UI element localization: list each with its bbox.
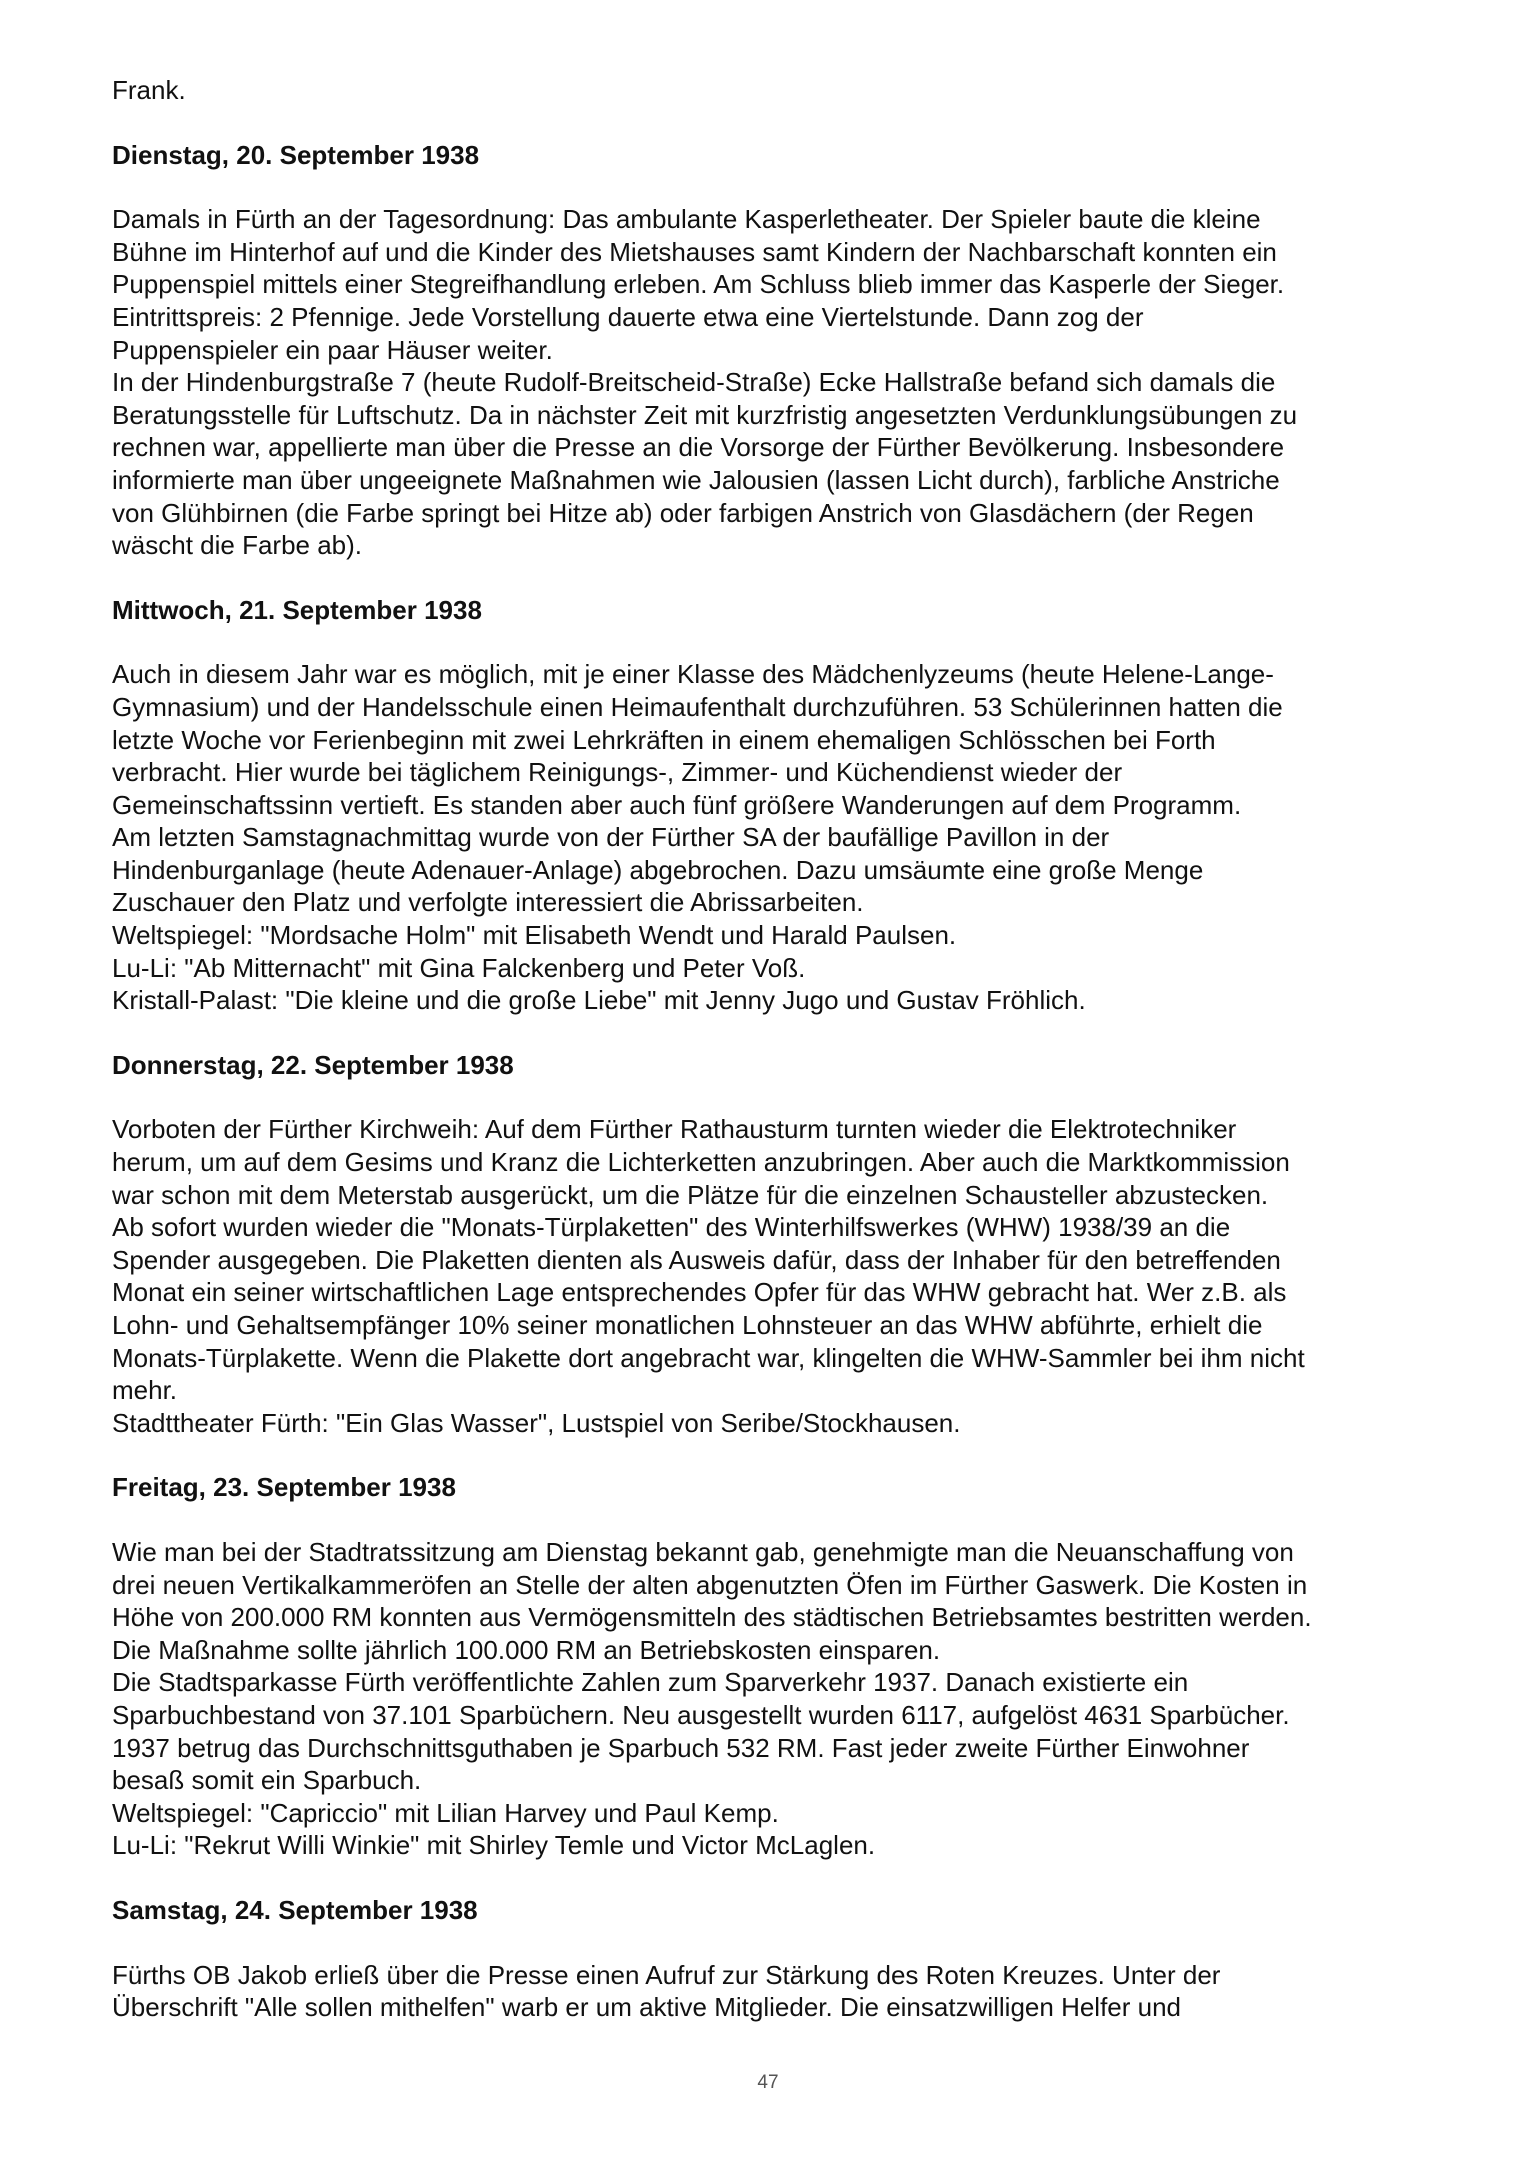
entry-text-line: besaß somit ein Sparbuch. bbox=[112, 1765, 422, 1796]
page-number: 47 bbox=[757, 2072, 779, 2093]
entry-text-line: Weltspiegel: "Mordsache Holm" mit Elisabeth Wendt und Harald Paulsen. bbox=[112, 920, 957, 951]
entry-text-line: In der Hindenburgstraße 7 (heute Rudolf-Breitscheid-Straße) Ecke Hallstraße befand sich damals die bbox=[112, 367, 1276, 398]
diary-entry bbox=[112, 1049, 1442, 1440]
entry-text-line: Puppenspiel mittels einer Stegreifhandlung erleben. Am Schluss blieb immer das Kasperle der Sieger. bbox=[112, 269, 1285, 300]
entry-text-line: Bühne im Hinterhof auf und die Kinder des Mietshauses samt Kindern der Nachbarschaft konnten ein bbox=[112, 236, 1277, 267]
entry-date-heading: Samstag, 24. September 1938 bbox=[112, 1894, 478, 1925]
document-page bbox=[112, 74, 1442, 2024]
entry-date-heading: Donnerstag, 22. September 1938 bbox=[112, 1049, 514, 1080]
entry-text-line: Gemeinschaftssinn vertieft. Es standen aber auch fünf größere Wanderungen auf dem Programm. bbox=[112, 789, 1242, 820]
entry-text-line: Die Stadtsparkasse Fürth veröffentlichte Zahlen zum Sparverkehr 1937. Danach existierte ein bbox=[112, 1667, 1189, 1698]
entry-text-line: verbracht. Hier wurde bei täglichem Reinigungs-, Zimmer- und Küchendienst wieder der bbox=[112, 757, 1123, 788]
entry-text-line: drei neuen Vertikalkammeröfen an Stelle der alten abgenutzten Öfen im Fürther Gaswerk. Die Kosten in bbox=[112, 1569, 1308, 1600]
entry-text-line: Monat ein seiner wirtschaftlichen Lage entsprechendes Opfer für das WHW gebracht hat. Wer z.B. als bbox=[112, 1277, 1287, 1308]
entry-text-line: Sparbuchbestand von 37.101 Sparbüchern. Neu ausgestellt wurden 6117, aufgelöst 4631 Sparbücher. bbox=[112, 1699, 1290, 1730]
entry-text-line: Kristall-Palast: "Die kleine und die große Liebe" mit Jenny Jugo und Gustav Fröhlich. bbox=[112, 985, 1086, 1016]
entry-text-line: Lu-Li: "Rekrut Willi Winkie" mit Shirley Temle und Victor McLaglen. bbox=[112, 1830, 876, 1861]
entry-text-line: Gymnasium) und der Handelsschule einen Heimaufenthalt durchzuführen. 53 Schülerinnen hatten die bbox=[112, 691, 1283, 722]
entry-text-line: Puppenspieler ein paar Häuser weiter. bbox=[112, 334, 553, 365]
entry-text-line: Wie man bei der Stadtratssitzung am Dienstag bekannt gab, genehmigte man die Neuanschaffung von bbox=[112, 1536, 1294, 1567]
entry-text-line: mehr. bbox=[112, 1375, 178, 1406]
entry-text-line: von Glühbirnen (die Farbe springt bei Hitze ab) oder farbigen Anstrich von Glasdächern (der Regen bbox=[112, 497, 1254, 528]
entry-date-heading: Dienstag, 20. September 1938 bbox=[112, 139, 480, 170]
entry-text-line: Zuschauer den Platz und verfolgte interessiert die Abrissarbeiten. bbox=[112, 887, 864, 918]
entry-text-line: herum, um auf dem Gesims und Kranz die Lichterketten anzubringen. Aber auch die Marktkommission bbox=[112, 1147, 1290, 1178]
diary-entry bbox=[112, 1894, 1442, 2024]
entry-text-line: Monats-Türplakette. Wenn die Plakette dort angebracht war, klingelten die WHW-Sammler bei ihm nicht bbox=[112, 1342, 1305, 1373]
entry-text-line: Die Maßnahme sollte jährlich 100.000 RM an Betriebskosten einsparen. bbox=[112, 1634, 941, 1665]
entry-date-heading: Freitag, 23. September 1938 bbox=[112, 1472, 456, 1503]
entry-text-line: Vorboten der Fürther Kirchweih: Auf dem Fürther Rathausturm turnten wieder die Elektrotechniker bbox=[112, 1114, 1237, 1145]
entry-text-line: informierte man über ungeeignete Maßnahmen wie Jalousien (lassen Licht durch), farbliche Anstriche bbox=[112, 464, 1280, 495]
entry-text-line: 1937 betrug das Durchschnittsguthaben je Sparbuch 532 RM. Fast jeder zweite Fürther Einwohner bbox=[112, 1732, 1250, 1763]
entry-text-line: Hindenburganlage (heute Adenauer-Anlage) abgebrochen. Dazu umsäumte eine große Menge bbox=[112, 854, 1204, 885]
diary-entry bbox=[112, 1471, 1442, 1862]
entry-text-line: Überschrift "Alle sollen mithelfen" warb er um aktive Mitglieder. Die einsatzwilligen Helfer und bbox=[112, 1992, 1182, 2023]
entry-text-line: Am letzten Samstagnachmittag wurde von der Fürther SA der baufällige Pavillon in der bbox=[112, 822, 1110, 853]
entry-text-line: wäscht die Farbe ab). bbox=[112, 530, 363, 561]
entry-text-line: Höhe von 200.000 RM konnten aus Vermögensmitteln des städtischen Betriebsamtes bestritten werden. bbox=[112, 1602, 1312, 1633]
entry-text-line: Lohn- und Gehaltsempfänger 10% seiner monatlichen Lohnsteuer an das WHW abführte, erhielt die bbox=[112, 1310, 1263, 1340]
entry-text-line: letzte Woche vor Ferienbeginn mit zwei Lehrkräften in einem ehemaligen Schlösschen bei Forth bbox=[112, 724, 1216, 755]
diary-entry bbox=[112, 139, 1442, 562]
entry-text-line: rechnen war, appellierte man über die Presse an die Vorsorge der Fürther Bevölkerung. Insbesondere bbox=[112, 432, 1285, 463]
entry-text-line: Damals in Fürth an der Tagesordnung: Das ambulante Kasperletheater. Der Spieler baute die kleine bbox=[112, 204, 1261, 235]
entry-text-line: Ab sofort wurden wieder die "Monats-Türplaketten" des Winterhilfswerkes (WHW) 1938/39 an die bbox=[112, 1212, 1231, 1243]
entry-text-line: Lu-Li: "Ab Mitternacht" mit Gina Falckenberg und Peter Voß. bbox=[112, 952, 806, 983]
entry-text-line: Eintrittspreis: 2 Pfennige. Jede Vorstellung dauerte etwa eine Viertelstunde. Dann zog der bbox=[112, 301, 1144, 332]
entry-text-line: Beratungsstelle für Luftschutz. Da in nächster Zeit mit kurzfristig angesetzten Verdunklungsübungen zu bbox=[112, 399, 1298, 430]
diary-entries bbox=[112, 139, 1442, 2024]
entry-text-line: war schon mit dem Meterstab ausgerückt, um die Plätze für die einzelnen Schausteller abzustecken. bbox=[112, 1179, 1269, 1210]
entry-text-line: Spender ausgegeben. Die Plaketten dienten als Ausweis dafür, dass der Inhaber für den betreffenden bbox=[112, 1244, 1281, 1275]
entry-text-line: Auch in diesem Jahr war es möglich, mit je einer Klasse des Mädchenlyzeums (heute Helene-Lange- bbox=[112, 659, 1274, 690]
entry-date-heading: Mittwoch, 21. September 1938 bbox=[112, 594, 482, 625]
entry-text-line: Stadttheater Fürth: "Ein Glas Wasser", Lustspiel von Seribe/Stockhausen. bbox=[112, 1407, 961, 1438]
diary-entry bbox=[112, 594, 1442, 1017]
entry-text-line: Weltspiegel: "Capriccio" mit Lilian Harvey und Paul Kemp. bbox=[112, 1797, 779, 1828]
entry-text-line: Fürths OB Jakob erließ über die Presse einen Aufruf zur Stärkung des Roten Kreuzes. Unter der bbox=[112, 1959, 1221, 1990]
opening-line: Frank. bbox=[112, 75, 186, 105]
